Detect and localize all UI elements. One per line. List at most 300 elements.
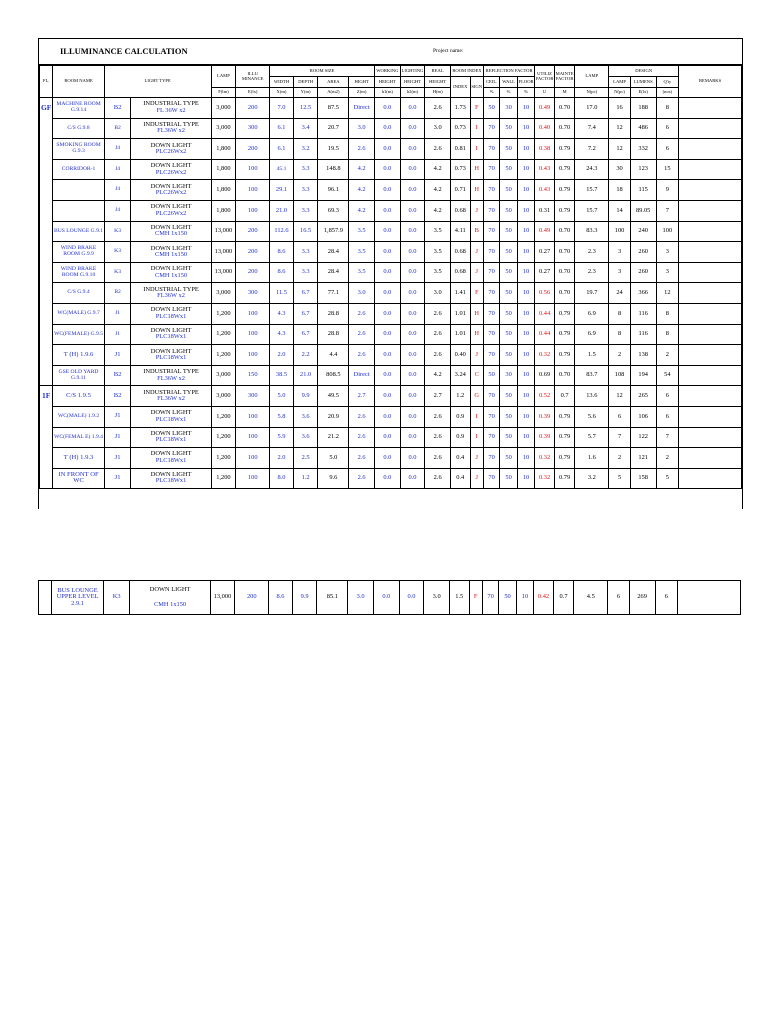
cell-light-type [131,242,211,263]
cell-ceil: 70 [483,427,499,448]
cell-mainte: 0.79 [554,324,575,345]
light-type-name: DOWN LIGHT [150,265,192,273]
cell-light-code: J1 [104,448,131,469]
light-type-spec: FL36W x2 [157,374,185,382]
cell-remarks [679,386,742,407]
cell-width: 38.5 [270,365,294,386]
cell-ceil: 70 [483,180,499,201]
cell-lamp-count: 2.3 [575,262,609,283]
cell-illuminance: 300 [236,283,270,304]
cell-lighting-height: 0.0 [400,386,425,407]
cell-design-lux: 121 [630,448,656,469]
cell-working-height: 0.0 [374,345,400,366]
unit-design-lamp: N(pc) [609,88,631,98]
cell-lamp-count: 1.5 [575,345,609,366]
cell-design-lamp: 5 [609,468,631,489]
cell-lamp: 1,800 [211,159,236,180]
cell-index: 0.73 [451,159,471,180]
cell-floor: 10 [517,139,534,160]
cell-lamp: 1,200 [211,345,236,366]
cell-lamp: 1,800 [211,180,236,201]
light-type-name: DOWN LIGHT [150,162,192,170]
cell-mainte: 0.79 [554,406,575,427]
cell-lamp: 1,200 [211,303,236,324]
cell-floor: 10 [517,427,534,448]
cell-utiliz: 0.43 [535,159,555,180]
cell-ceil: 70 [483,159,499,180]
cell-floor: 10 [517,324,534,345]
cell-design-qty: 2 [656,345,679,366]
header-design-qty: Q'ty [656,77,679,88]
cell-mainte: 0.79 [554,468,575,489]
cell-working-height: 0.0 [374,448,400,469]
cell-index: 1.41 [451,283,471,304]
cell-light-type [131,448,211,469]
cell-room-name: IN FRONT OF WC [53,468,104,489]
cell-lighting-height: 0.0 [400,303,425,324]
light-type-name: DOWN LIGHT [150,223,192,231]
table-row [40,406,742,427]
cell-utiliz: 0.42 [534,581,554,615]
cell-remarks [679,365,742,386]
header-wall: WALL [500,77,517,88]
unit-width: X(m) [270,88,294,98]
cell-illuminance: 200 [236,242,270,263]
cell-design-qty: 6 [656,406,679,427]
cell-index: 0.71 [451,180,471,201]
cell-hight: 4.2 [349,200,375,221]
cell-floor: 10 [517,448,534,469]
cell-lighting-height: 0.0 [400,118,425,139]
cell-real-height: 3.0 [425,118,451,139]
cell-depth: 16.5 [293,221,318,242]
cell-ceil: 70 [483,139,499,160]
cell-mainte: 0.70 [554,221,575,242]
cell-mainte: 0.70 [554,98,575,119]
cell-mainte: 0.70 [554,242,575,263]
cell-working-height: 0.0 [374,406,400,427]
cell-design-lux: 138 [630,345,656,366]
cell-design-qty: 6 [656,118,679,139]
cell-utiliz: 0.52 [535,386,555,407]
cell-floor: 10 [517,221,534,242]
cell-design-lux: 158 [630,468,656,489]
table-row [40,448,742,469]
cell-lighting-height: 0.0 [400,365,425,386]
cell-room-name: BUS LOUNGE UPPER LEVEL 2.9.1 [52,581,103,615]
cell-width: 5.8 [270,406,294,427]
cell-index: 1.2 [451,386,471,407]
cell-depth: 3.6 [293,406,318,427]
cell-wall: 50 [500,283,517,304]
cell-design-lamp: 2 [609,448,631,469]
cell-lamp-count: 83.7 [575,365,609,386]
cell-illuminance: 200 [236,98,270,119]
cell-depth: 2.2 [293,345,318,366]
cell-area: 20.9 [318,406,349,427]
cell-working-height: 0.0 [374,180,400,201]
cell-lighting-height: 0.0 [400,448,425,469]
cell-width: 29.1 [270,180,294,201]
cell-lighting-height: 0.0 [400,242,425,263]
cell-design-lamp: 24 [609,283,631,304]
cell-remarks [679,242,742,263]
cell-design-lamp: 6 [609,406,631,427]
cell-lighting-height: 0.0 [399,581,424,615]
light-type-name: INDUSTRIAL TYPE [143,388,199,396]
light-type-spec: FL36W x2 [157,127,185,135]
cell-sign: B [470,221,483,242]
cell-lamp: 1,200 [211,468,236,489]
header-remarks: REMARKS [679,66,742,98]
cell-real-height: 2.6 [425,303,451,324]
header-design: DESIGN [609,66,679,77]
table-row [40,242,742,263]
cell-utiliz: 0.39 [535,427,555,448]
cell-depth: 3.2 [293,139,318,160]
header-hight: HIGHT [349,77,375,88]
unit-floor: % [517,88,534,98]
cell-area: 9.6 [318,468,349,489]
cell-design-lux: 89.05 [630,200,656,221]
cell-depth: 2.5 [293,448,318,469]
cell-area: 96.1 [318,180,349,201]
cell-hight: 4.2 [349,180,375,201]
unit-hight: Z(m) [349,88,375,98]
cell-light-type [131,139,211,160]
cell-lamp-count: 83.3 [575,221,609,242]
cell-hight: 3.5 [349,262,375,283]
cell-lighting-height: 0.0 [400,221,425,242]
cell-illuminance: 100 [236,345,270,366]
cell-light-code: J4 [104,139,131,160]
cell-illuminance: 100 [236,406,270,427]
cell-design-qty: 7 [656,200,679,221]
cell-illuminance: 300 [236,386,270,407]
cell-light-code: J1 [104,324,131,345]
cell-depth: 6.7 [293,303,318,324]
cell-sign: J [470,242,483,263]
cell-width: 8.6 [270,262,294,283]
cell-design-lux: 194 [630,365,656,386]
light-type-name: DOWN LIGHT [150,471,192,479]
cell-lighting-height: 0.0 [400,324,425,345]
cell-lamp: 3,000 [211,386,236,407]
cell-wall: 50 [500,221,517,242]
cell-design-qty: 7 [656,427,679,448]
unit-lamp2: N(pc) [575,88,609,98]
cell-lamp-count: 4.5 [574,581,608,615]
cell-working-height: 0.0 [374,98,400,119]
cell-lamp-count: 24.3 [575,159,609,180]
cell-width: 6.1 [270,118,294,139]
cell-lamp-count: 6.9 [575,324,609,345]
cell-light-type [131,262,211,283]
cell-area: 4.4 [318,345,349,366]
table-row [40,365,742,386]
header-design-lumens: LUMENS [630,77,656,88]
unit-lighting: h2(m) [400,88,425,98]
header-width: WIDTH [270,77,294,88]
cell-utiliz: 0.31 [535,200,555,221]
cell-utiliz: 0.27 [535,262,555,283]
light-type-name: DOWN LIGHT [150,429,192,437]
unit-lamp: F(lm) [211,88,236,98]
cell-mainte: 0.7 [553,581,574,615]
cell-remarks [679,98,742,119]
header-working: WORKING [374,66,400,77]
cell-light-code: J4 [104,200,131,221]
cell-width: 2.0 [270,448,294,469]
cell-sign: F [470,283,483,304]
light-type-spec: FL 36W x2 [156,106,186,114]
cell-light-code: K3 [103,581,130,615]
cell-index: 0.9 [451,406,471,427]
cell-floor: 10 [517,303,534,324]
cell-light-code: B2 [104,283,131,304]
unit-depth: Y(m) [293,88,318,98]
cell-design-qty: 2 [656,448,679,469]
cell-light-code: J4 [104,159,131,180]
sheet-title: ILLUMINANCE CALCULATION [60,46,188,56]
cell-room-name: T (H) 1.9.3 [53,448,104,469]
cell-design-lamp: 3 [609,262,631,283]
header-lighting-2: HEIGHT [400,77,425,88]
cell-working-height: 0.0 [374,159,400,180]
cell-light-type [131,324,211,345]
cell-light-code: B2 [104,118,131,139]
header-room-name: ROOM NAME [53,66,104,98]
light-type-spec: CMH 1x150 [153,601,187,608]
cell-room-name: BUS LOUNGE G.9.1 [53,221,104,242]
cell-index: 1.01 [451,303,471,324]
header-area: AREA [318,77,349,88]
light-type-spec: CMH 1x150 [154,271,188,279]
cell-lamp-count: 5.6 [575,406,609,427]
cell-lighting-height: 0.0 [400,283,425,304]
cell-light-type [131,221,211,242]
cell-working-height: 0.0 [374,365,400,386]
cell-remarks [679,200,742,221]
table-row [40,386,742,407]
cell-lamp: 1,200 [211,427,236,448]
cell-wall: 50 [500,324,517,345]
cell-design-lamp: 12 [609,139,631,160]
cell-floor: 10 [517,468,534,489]
cell-lamp: 1,800 [211,139,236,160]
cell-room-name: GSE OLD YARD G.9.11 [53,365,104,386]
cell-room-name: CORRIDOR-1 [53,159,104,180]
cell-ceil: 50 [483,365,499,386]
cell-lighting-height: 0.0 [400,468,425,489]
cell-wall: 50 [500,406,517,427]
cell-sign: J [470,345,483,366]
cell-room-name: C/S 1.9.5 [53,386,104,407]
cell-light-code: B2 [104,386,131,407]
cell-lighting-height: 0.0 [400,406,425,427]
unit-working: h1(m) [374,88,400,98]
cell-wall: 50 [499,581,516,615]
cell-width: 4.3 [270,303,294,324]
cell-sign: H [470,159,483,180]
cell-design-lamp: 14 [609,200,631,221]
cell-utiliz: 0.39 [535,406,555,427]
cell-floor: 10 [517,118,534,139]
cell-depth: 3.3 [293,262,318,283]
cell-wall: 50 [500,159,517,180]
light-type-name: DOWN LIGHT [150,203,192,211]
cell-lamp-count: 3.2 [575,468,609,489]
cell-sign: I [470,427,483,448]
cell-width: 11.5 [270,283,294,304]
cell-remarks [679,345,742,366]
cell-remarks [679,180,742,201]
project-name-label: Project name: [433,48,464,54]
cell-ceil: 70 [483,118,499,139]
cell-real-height: 4.2 [425,200,451,221]
cell-working-height: 0.0 [374,324,400,345]
cell-utiliz: 0.69 [535,365,555,386]
cell-working-height: 0.0 [374,283,400,304]
cell-width: 45.1 [270,159,294,180]
cell-mainte: 0.79 [554,159,575,180]
light-type-spec: PLC26Wx2 [155,189,187,197]
cell-index: 0.4 [451,448,471,469]
cell-width: 6.1 [270,139,294,160]
cell-width: 2.0 [270,345,294,366]
cell-lighting-height: 0.0 [400,262,425,283]
header-real-2: HEIGHT [425,77,451,88]
cell-index: 3.24 [451,365,471,386]
cell-index: 0.4 [451,468,471,489]
cell-design-lamp: 12 [609,386,631,407]
light-type-spec: PLC26Wx2 [155,209,187,217]
cell-light-type [131,345,211,366]
cell-ceil: 70 [483,324,499,345]
cell-area: 28.8 [318,324,349,345]
cell-index: 0.68 [451,200,471,221]
cell-illuminance: 100 [236,324,270,345]
cell-lamp: 1,800 [211,200,236,221]
cell-width: 21.0 [270,200,294,221]
cell-room-name: WIND BRAKE ROOM G.9.10 [53,262,104,283]
cell-lighting-height: 0.0 [400,180,425,201]
cell-working-height: 0.0 [374,139,400,160]
cell-mainte: 0.70 [554,262,575,283]
cell-floor: 10 [517,159,534,180]
unit-ceil: % [483,88,499,98]
cell-light-type [131,468,211,489]
cell-index: 0.81 [451,139,471,160]
cell-ceil: 70 [483,468,499,489]
cell-remarks [678,581,741,615]
cell-illuminance: 100 [236,303,270,324]
cell-working-height: 0.0 [374,242,400,263]
cell-ceil: 70 [483,200,499,221]
cell-design-lux: 265 [630,386,656,407]
cell-light-code: K3 [104,262,131,283]
header-lamp2: LAMP [575,66,609,88]
continued-table [38,580,741,615]
cell-area: 1,857.9 [318,221,349,242]
cell-light-code: J4 [104,180,131,201]
cell-design-lux: 122 [630,427,656,448]
cell-utiliz: 0.44 [535,303,555,324]
cell-width: 7.0 [270,98,294,119]
cell-sign: C [470,365,483,386]
cell-ceil: 70 [483,262,499,283]
cell-remarks [679,303,742,324]
calculation-sheet [38,38,743,509]
cell-area: 28.4 [318,242,349,263]
cell-remarks [679,448,742,469]
cell-design-lux: 486 [630,118,656,139]
cell-illuminance: 100 [236,448,270,469]
cell-utiliz: 0.32 [535,345,555,366]
cell-utiliz: 0.44 [535,324,555,345]
cell-lighting-height: 0.0 [400,139,425,160]
cell-depth: 9.9 [292,581,317,615]
cell-room-name [53,180,104,201]
cell-depth: 12.5 [293,98,318,119]
cell-design-lux: 240 [630,221,656,242]
cell-area: 87.5 [318,98,349,119]
cell-width: 4.3 [270,324,294,345]
header-lamp: LAMP [211,66,236,88]
cell-design-lux: 188 [630,98,656,119]
cell-design-qty: 5 [656,468,679,489]
cell-hight: 3.0 [349,283,375,304]
cell-mainte: 0.70 [554,118,575,139]
cell-sign: H [470,324,483,345]
cell-fl [39,581,52,615]
cell-design-lux: 260 [630,262,656,283]
cell-design-qty: 6 [656,139,679,160]
cell-real-height: 2.6 [425,468,451,489]
cell-utiliz: 0.49 [535,221,555,242]
cell-hight: Direct [349,98,375,119]
cell-hight: 3.0 [349,118,375,139]
cell-design-qty: 100 [656,221,679,242]
cell-illuminance: 100 [236,159,270,180]
cell-design-qty: 15 [656,159,679,180]
cell-area: 85.1 [317,581,348,615]
unit-illuminance: E(lx) [236,88,270,98]
cell-ceil: 70 [482,581,498,615]
cell-lamp-count: 19.7 [575,283,609,304]
cell-remarks [679,468,742,489]
header-ceil: CEIL. [483,77,499,88]
cell-ceil: 70 [483,406,499,427]
cell-design-lamp: 18 [609,180,631,201]
cell-room-name: T (H) 1.9.6 [53,345,104,366]
cell-room-name: C/S G.9.4 [53,283,104,304]
cell-mainte: 0.79 [554,303,575,324]
light-type-name: DOWN LIGHT [150,141,192,149]
light-type-name: DOWN LIGHT [149,585,191,593]
cell-working-height: 0.0 [374,427,400,448]
cell-area: 28.4 [318,262,349,283]
cell-design-lux: 269 [629,581,655,615]
cell-illuminance: 100 [236,468,270,489]
cell-area: 5.0 [318,448,349,469]
light-type-spec: FL36W x2 [157,395,185,403]
header-reflection: REFLECTION FACTOR [483,66,534,77]
cell-hight: 2.6 [349,448,375,469]
cell-ceil: 70 [483,448,499,469]
cell-remarks [679,159,742,180]
cell-fl: 1F [40,386,53,489]
